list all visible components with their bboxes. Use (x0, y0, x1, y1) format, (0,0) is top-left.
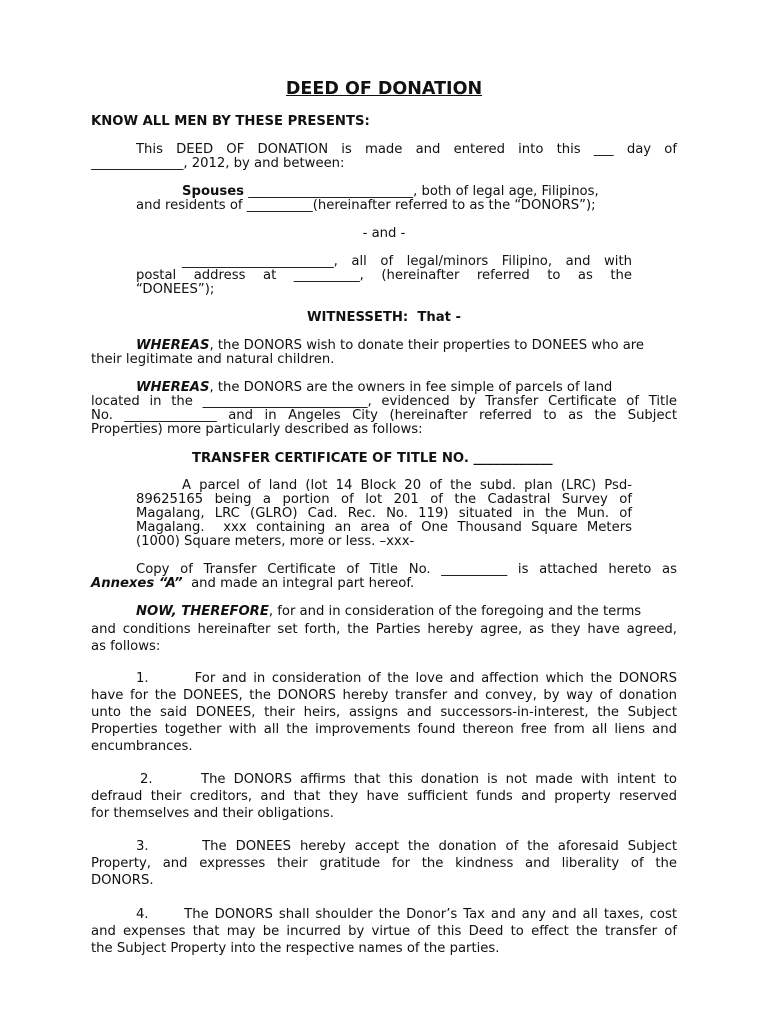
whereas2-line-1 (136, 380, 677, 395)
item3-line-2: Property, and expresses their gratitude for the kindness and liberality of the (91, 856, 677, 871)
item2-line-2: defraud their creditors, and that they have sufficient funds and property reserved (91, 789, 677, 804)
preamble-line-1: This DEED OF DONATION is made and entered into this ___ day of (136, 142, 677, 157)
parcel-line-4: Magalang. xxx containing an area of One Thousand Square Meters (136, 520, 632, 535)
copy-line-2 (91, 576, 414, 591)
spouses-line (182, 184, 599, 199)
intro-heading: KNOW ALL MEN BY THESE PRESENTS: (91, 114, 370, 129)
item2-line-3: for themselves and their obligations. (91, 806, 334, 821)
item1-line-3: unto the said DONEES, their heirs, assigns and successors-in-interest, the Subject (91, 705, 677, 720)
item1-line-2: have for the DONEES, the DONORS hereby transfer and convey, by way of donation (91, 688, 677, 703)
annex-text: and made an integral part hereof. (182, 576, 415, 591)
donees-line-1: _______________________, all of legal/minors Filipino, and with (182, 254, 632, 269)
whereas1-label: WHEREAS (136, 338, 210, 353)
witnesseth-heading: WITNESSETH: That - (306, 310, 462, 325)
now-therefore-line-3: as follows: (91, 639, 161, 654)
now-therefore-text: , for and in consideration of the foregoing and the terms (268, 604, 642, 619)
item4-line-3: the Subject Property into the respective names of the parties. (91, 941, 500, 956)
now-therefore-label: NOW, THEREFORE (136, 604, 269, 619)
document-title: DEED OF DONATION (285, 79, 483, 99)
whereas2-line-2: located in the _________________________, evidenced by Transfer Certificate of Title (91, 394, 677, 409)
whereas1-line-1 (136, 338, 677, 353)
whereas1-line-2: their legitimate and natural children. (91, 352, 335, 367)
tct-heading: TRANSFER CERTIFICATE OF TITLE NO. ____________ (192, 451, 553, 466)
item4-line-2: and expenses that may be incurred by virtue of this Deed to effect the transfer of (91, 924, 677, 939)
item3-line-1: 3. The DONEES hereby accept the donation of the aforesaid Subject (136, 839, 677, 854)
spouses-label: Spouses (182, 184, 245, 199)
parcel-line-5: (1000) Square meters, more or less. –xxx- (136, 534, 415, 549)
spouses-text: _________________________, both of legal age, Filipinos, (244, 184, 599, 199)
now-therefore-line-2: and conditions hereinafter set forth, the Parties hereby agree, as they have agreed, (91, 622, 677, 637)
annex-label: Annexes “A” (91, 576, 183, 591)
whereas1-text: , the DONORS wish to donate their properties to DONEES who are (209, 338, 645, 353)
residents-line: and residents of __________(hereinafter referred to as the “DONORS”); (136, 198, 596, 213)
whereas2-line-3: No. ______________ and in Angeles City (hereinafter referred to as the Subject (91, 408, 677, 423)
now-therefore-line-1 (136, 604, 677, 619)
parcel-line-3: Magalang, LRC (GLRO) Cad. Rec. No. 119) situated in the Mun. of (136, 506, 632, 521)
item1-line-1: 1. For and in consideration of the love and affection which the DONORS (136, 671, 677, 686)
item1-line-4: Properties together with all the improvements found thereon free from all liens and (91, 722, 677, 737)
parcel-line-1: A parcel of land (lot 14 Block 20 of the subd. plan (LRC) Psd- (182, 478, 632, 493)
donees-line-2: postal address at __________, (hereinafter referred to as the (136, 268, 632, 283)
preamble-line-2: ______________, 2012, by and between: (91, 156, 345, 171)
parcel-line-2: 89625165 being a portion of lot 201 of the Cadastral Survey of (136, 492, 632, 507)
whereas2-line-4: Properties) more particularly described as follows: (91, 422, 423, 437)
item2-line-1: 2. The DONORS affirms that this donation is not made with intent to (140, 772, 677, 787)
and-separator: - and - (362, 226, 406, 241)
donees-line-3: “DONEES”); (136, 282, 215, 297)
whereas2-text: , the DONORS are the owners in fee simple of parcels of land (209, 380, 613, 395)
whereas2-label: WHEREAS (136, 380, 210, 395)
item1-line-5: encumbrances. (91, 739, 193, 754)
copy-line-1: Copy of Transfer Certificate of Title No. __________ is attached hereto as (136, 562, 677, 577)
item3-line-3: DONORS. (91, 873, 154, 888)
item4-line-1: 4. The DONORS shall shoulder the Donor’s Tax and any and all taxes, cost (136, 907, 677, 922)
